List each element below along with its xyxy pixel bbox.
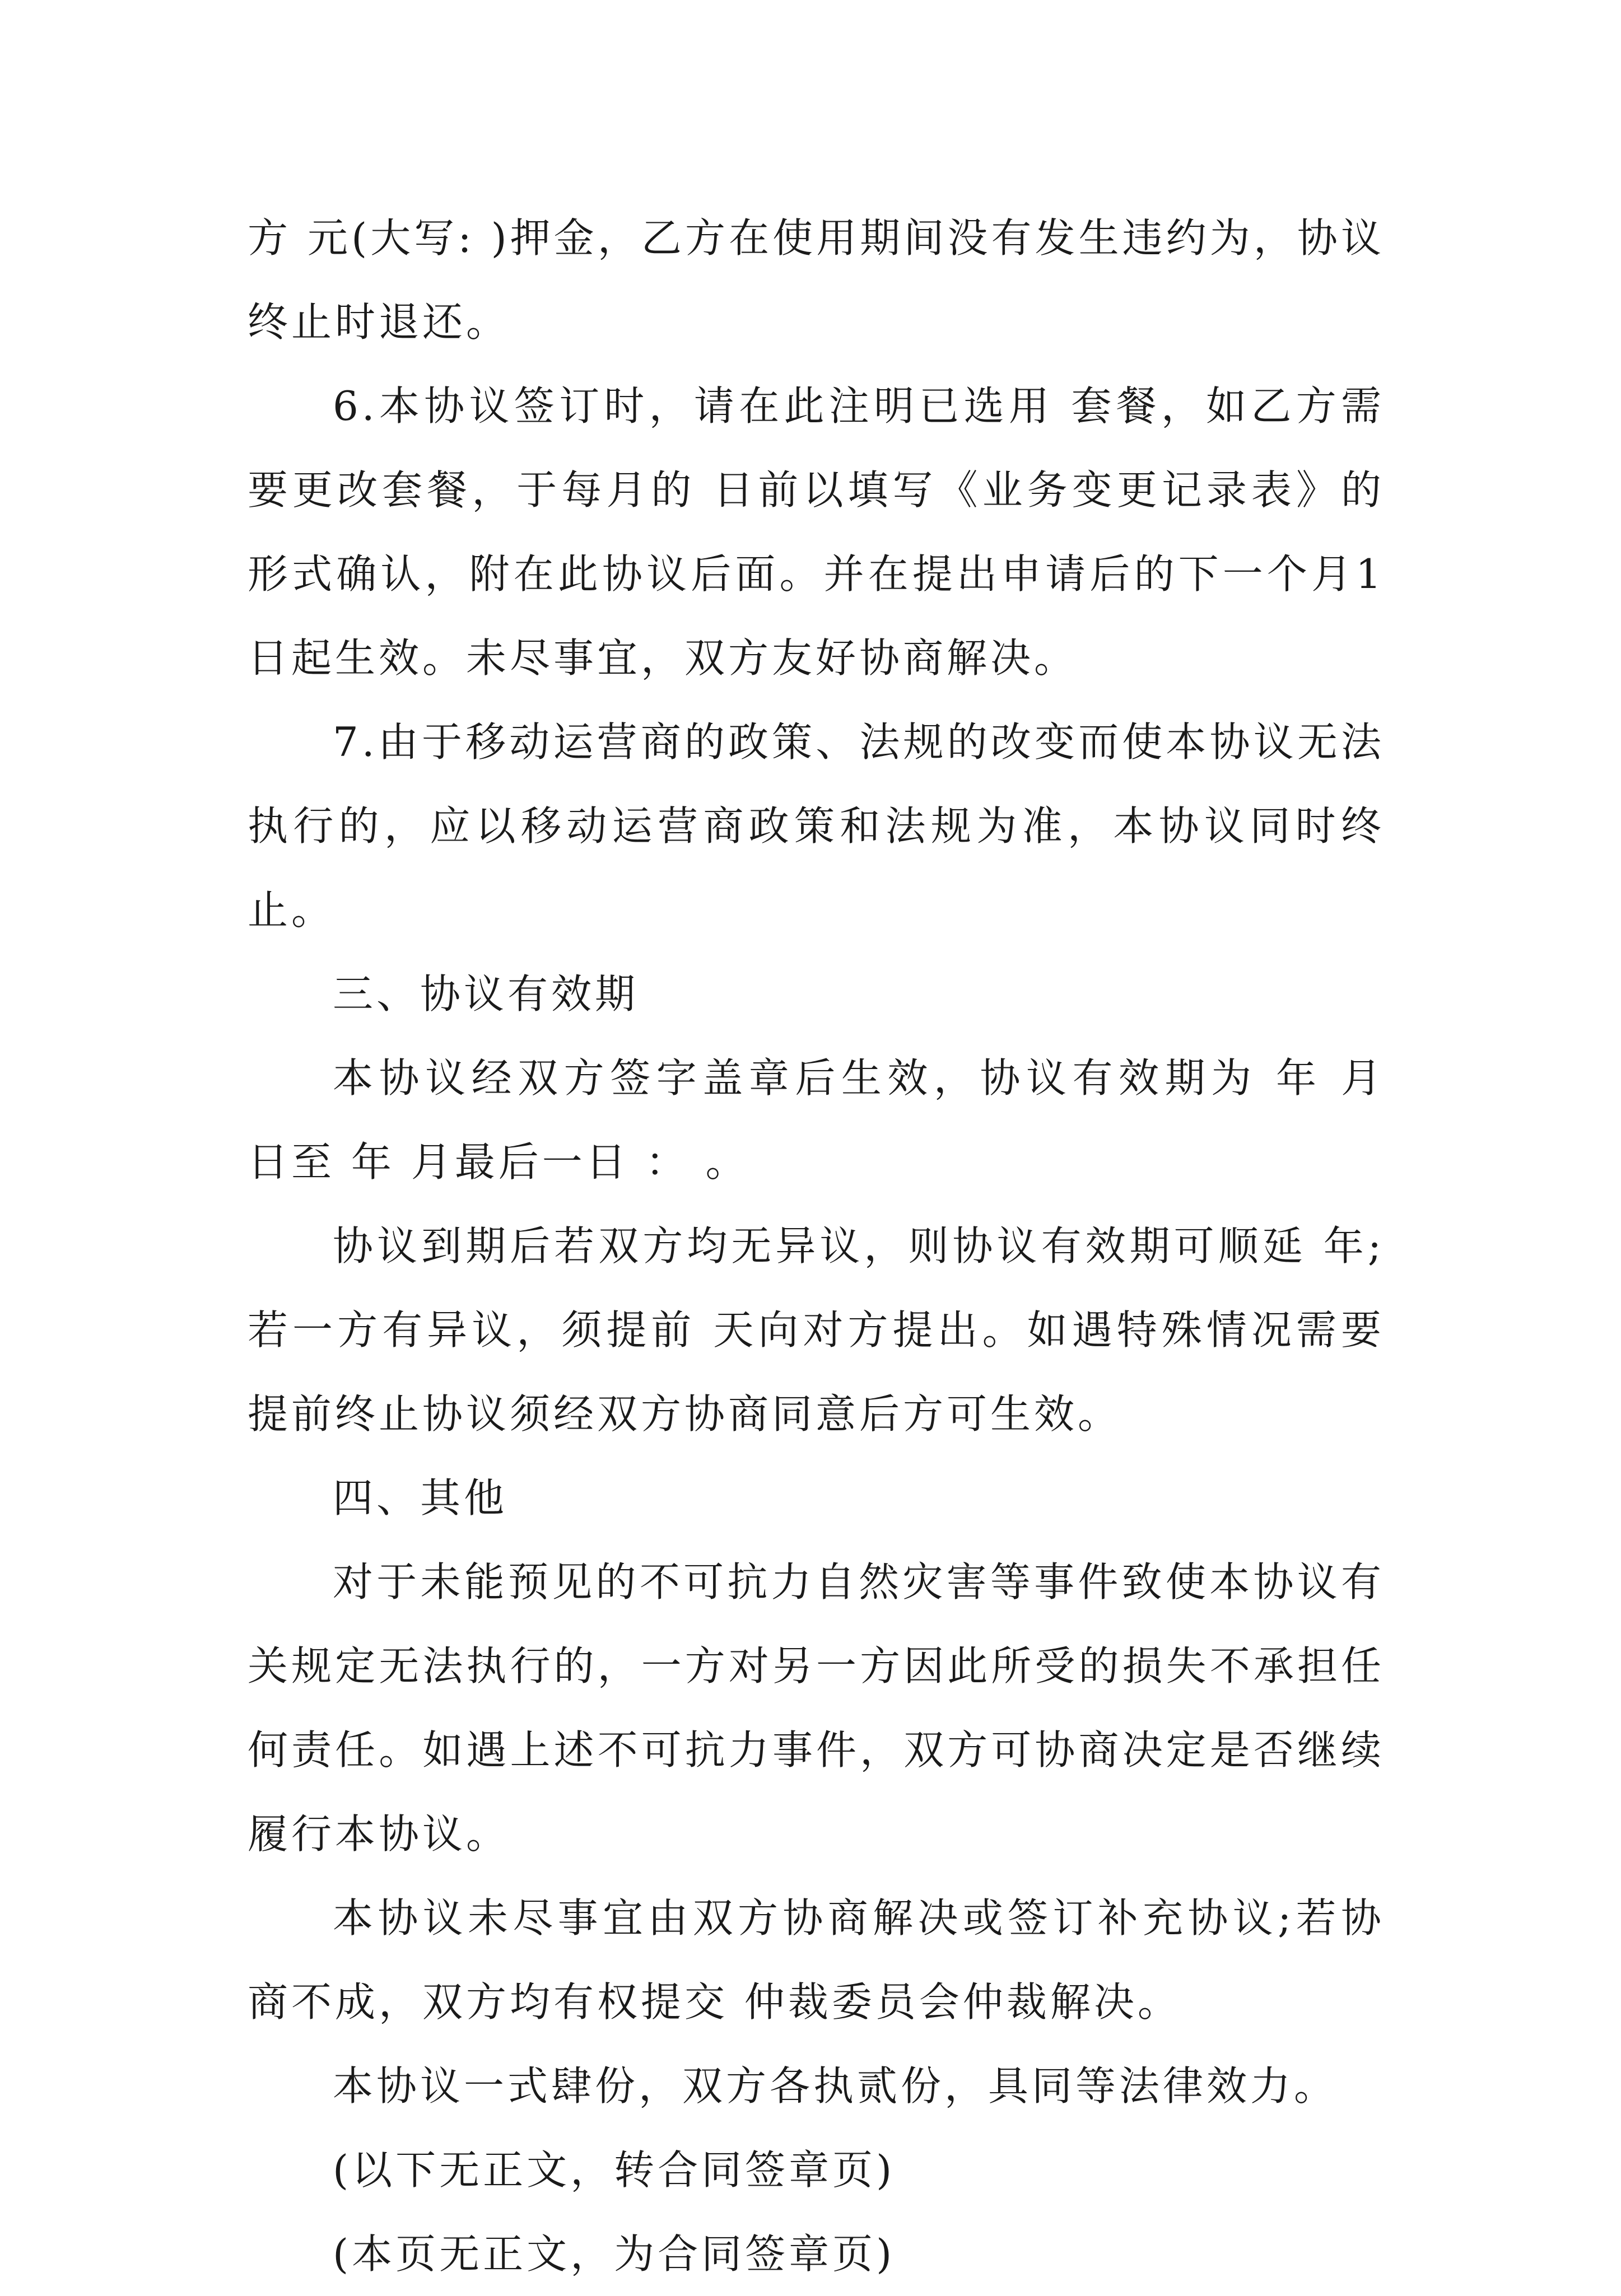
paragraph-renewal-termination: 协议到期后若双方均无异议，则协议有效期可顺延 年;若一方有异议，须提前 天向对方提出。如遇特殊情况需要提前终止协议须经双方协商同意后方可生效。 xyxy=(248,1222,1385,1438)
paragraph-copies: 本协议一式肆份，双方各执贰份，具同等法律效力。 xyxy=(333,2062,1338,2110)
paragraph-validity-period: 本协议经双方签字盖章后生效，协议有效期为 年 月 日至 年 月最后一日 ： 。 xyxy=(248,1054,1385,1186)
paragraph-force-majeure: 对于未能预见的不可抗力自然灾害等事件致使本协议有关规定无法执行的，一方对另一方因此所受的损失不承担任何责任。如遇上述不可抗力事件，双方可协商决定是否继续履行本协议。 xyxy=(248,1558,1385,1858)
section-heading-validity: 三、协议有效期 xyxy=(333,970,639,1018)
section-heading-other: 四、其他 xyxy=(333,1474,508,1522)
document-body xyxy=(248,196,1385,2296)
paragraph-clause-7-policy: 7.由于移动运营商的政策、法规的改变而使本协议无法执行的，应以移动运营商政策和法规为准，本协议同时终止。 xyxy=(248,718,1385,934)
note-signature-page: (本页无正文，为合同签章页) xyxy=(333,2230,896,2278)
paragraph-arbitration: 本协议未尽事宜由双方协商解决或签订补充协议;若协商不成，双方均有权提交 仲裁委员会仲裁解决。 xyxy=(248,1894,1385,2026)
note-no-text-below: (以下无正文，转合同签章页) xyxy=(333,2146,896,2194)
paragraph-deposit-continuation: 方 元(大写: )押金，乙方在使用期间没有发生违约为，协议终止时退还。 xyxy=(248,214,1385,346)
paragraph-clause-6-package: 6.本协议签订时，请在此注明已选用 套餐，如乙方需要更改套餐，于每月的 日前以填写《业务变更记录表》的形式确认，附在此协议后面。并在提出申请后的下一个月1日起生效。未尽事宜，双方友好协商解决。 xyxy=(248,382,1385,682)
